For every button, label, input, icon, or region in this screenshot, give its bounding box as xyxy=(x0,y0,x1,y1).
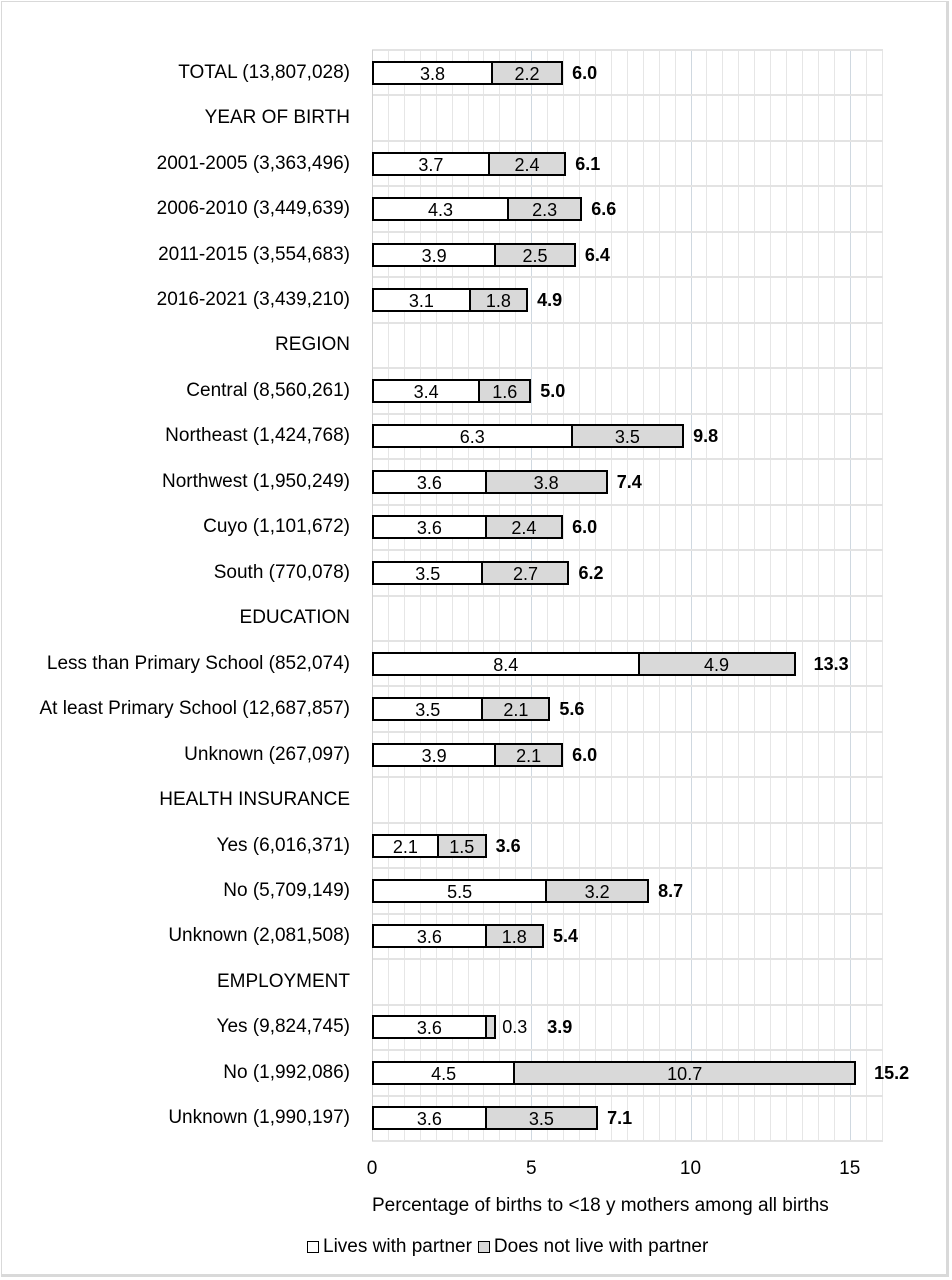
total-value-label: 4.9 xyxy=(537,290,563,311)
bar-lives-with-partner: 6.3 xyxy=(372,424,573,448)
bar-does-not-live-with-partner xyxy=(486,1015,497,1039)
gridline-horizontal xyxy=(372,231,883,233)
bar-lives-with-partner: 8.4 xyxy=(372,652,640,676)
category-label: Yes (9,824,745) xyxy=(216,1016,350,1038)
bar-lives-with-partner: 3.4 xyxy=(372,379,480,403)
gridline-horizontal xyxy=(372,958,883,960)
bar-lives-with-partner: 4.3 xyxy=(372,197,509,221)
gridline-horizontal xyxy=(372,913,883,915)
gridline-horizontal xyxy=(372,322,883,324)
total-value-label: 8.7 xyxy=(658,880,684,901)
category-label: Central (8,560,261) xyxy=(186,379,350,401)
gridline-horizontal xyxy=(372,504,883,506)
category-label: Unknown (2,081,508) xyxy=(168,925,350,947)
bar-does-not-live-with-partner: 2.7 xyxy=(482,561,569,585)
category-label: South (770,078) xyxy=(213,561,350,583)
section-heading: EMPLOYMENT xyxy=(216,970,350,992)
bar-lives-with-partner: 3.6 xyxy=(372,924,487,948)
total-value-label: 7.1 xyxy=(607,1108,633,1129)
bar-does-not-live-with-partner: 1.8 xyxy=(486,924,544,948)
category-label: Less than Primary School (852,074) xyxy=(46,652,350,674)
category-label: Unknown (1,990,197) xyxy=(168,1107,350,1129)
bar-lives-with-partner: 3.6 xyxy=(372,1106,487,1130)
gridline-horizontal xyxy=(372,549,883,551)
gridline-horizontal xyxy=(372,685,883,687)
total-value-label: 6.6 xyxy=(591,199,617,220)
bar-does-not-live-with-partner: 2.4 xyxy=(486,515,563,539)
total-value-label: 5.4 xyxy=(552,926,579,947)
category-label: Cuyo (1,101,672) xyxy=(203,516,350,538)
category-label: 2011-2015 (3,554,683) xyxy=(158,243,350,265)
bar-lives-with-partner: 3.7 xyxy=(372,152,490,176)
bar-does-not-live-with-partner: 2.4 xyxy=(489,152,566,176)
x-tick-label: 5 xyxy=(525,1158,537,1179)
bar-lives-with-partner: 3.5 xyxy=(372,697,483,721)
gridline-horizontal xyxy=(372,94,883,96)
gridline-horizontal xyxy=(372,822,883,824)
bar-does-not-live-with-partner: 2.1 xyxy=(482,697,550,721)
legend-swatch-white xyxy=(307,1241,319,1253)
gridline-horizontal xyxy=(372,185,883,187)
category-label: Northwest (1,950,249) xyxy=(162,470,350,492)
bar-lives-with-partner: 3.1 xyxy=(372,288,471,312)
category-label: At least Primary School (12,687,857) xyxy=(39,698,350,720)
legend-swatch-gray xyxy=(478,1241,490,1253)
category-label: Northeast (1,424,768) xyxy=(165,425,350,447)
x-tick-label: 10 xyxy=(679,1158,702,1179)
legend-item-does-not-live-with-partner xyxy=(478,1236,708,1258)
gridline-horizontal xyxy=(372,1049,883,1051)
total-value-label: 6.4 xyxy=(584,244,610,265)
bar-lives-with-partner: 4.5 xyxy=(372,1061,515,1085)
gridline-horizontal xyxy=(372,367,883,369)
gridline-horizontal xyxy=(372,595,883,597)
category-label: 2006-2010 (3,449,639) xyxy=(156,198,350,220)
gridline-horizontal xyxy=(372,776,883,778)
bar-does-not-live-with-partner: 3.5 xyxy=(572,424,684,448)
gridline-horizontal xyxy=(372,867,883,869)
x-tick-label: 0 xyxy=(366,1158,378,1179)
gridline-horizontal xyxy=(372,276,883,278)
total-value-label: 5.6 xyxy=(559,699,585,720)
gridline-horizontal xyxy=(372,413,883,415)
gridline-horizontal xyxy=(372,1004,883,1006)
total-value-label: 6.0 xyxy=(572,744,598,765)
bar-lives-with-partner: 5.5 xyxy=(372,879,547,903)
section-heading: REGION xyxy=(275,334,350,356)
segment-value-label: 0.3 xyxy=(502,1017,528,1038)
bar-lives-with-partner: 3.9 xyxy=(372,243,496,267)
total-value-label: 6.1 xyxy=(575,153,601,174)
legend-label: Does not live with partner xyxy=(493,1236,709,1257)
gridline-horizontal xyxy=(372,140,883,142)
bar-lives-with-partner: 3.8 xyxy=(372,61,493,85)
category-label: No (1,992,086) xyxy=(223,1061,350,1083)
bar-lives-with-partner: 2.1 xyxy=(372,834,439,858)
legend xyxy=(307,1236,714,1258)
bar-does-not-live-with-partner: 2.2 xyxy=(492,61,563,85)
total-value-label: 13.3 xyxy=(813,653,849,674)
total-value-label: 6.0 xyxy=(572,517,598,538)
bar-does-not-live-with-partner: 10.7 xyxy=(514,1061,856,1085)
category-label: 2001-2005 (3,363,496) xyxy=(156,152,350,174)
total-value-label: 5.0 xyxy=(540,380,566,401)
category-label: 2016-2021 (3,439,210) xyxy=(156,289,350,311)
bar-does-not-live-with-partner: 1.6 xyxy=(479,379,531,403)
total-value-label: 3.9 xyxy=(547,1017,573,1038)
bar-does-not-live-with-partner: 2.3 xyxy=(508,197,582,221)
legend-label: Lives with partner xyxy=(323,1236,472,1257)
bar-lives-with-partner: 3.6 xyxy=(372,470,487,494)
total-value-label: 6.0 xyxy=(572,62,598,83)
gridline-horizontal xyxy=(372,1095,883,1097)
total-value-label: 3.6 xyxy=(495,835,521,856)
total-value-label: 7.4 xyxy=(616,471,642,492)
section-heading: HEALTH INSURANCE xyxy=(159,789,350,811)
category-label: TOTAL (13,807,028) xyxy=(178,61,350,83)
bar-does-not-live-with-partner: 3.2 xyxy=(546,879,649,903)
x-axis-label: Percentage of births to <18 y mothers among all births xyxy=(372,1195,829,1216)
gridline-horizontal xyxy=(372,458,883,460)
bar-does-not-live-with-partner: 3.5 xyxy=(486,1106,598,1130)
section-heading: YEAR OF BIRTH xyxy=(204,107,350,129)
legend-item-lives-with-partner xyxy=(307,1236,472,1258)
x-tick-label: 15 xyxy=(839,1158,861,1179)
gridline-horizontal xyxy=(372,1140,883,1142)
bar-lives-with-partner: 3.6 xyxy=(372,515,487,539)
bar-lives-with-partner: 3.6 xyxy=(372,1015,487,1039)
bar-lives-with-partner: 3.5 xyxy=(372,561,483,585)
bar-does-not-live-with-partner: 2.1 xyxy=(495,743,563,767)
bar-does-not-live-with-partner: 1.8 xyxy=(470,288,528,312)
gridline-horizontal xyxy=(372,731,883,733)
section-heading: EDUCATION xyxy=(239,607,350,629)
total-value-label: 15.2 xyxy=(874,1062,910,1083)
bar-lives-with-partner: 3.9 xyxy=(372,743,496,767)
bar-does-not-live-with-partner: 1.5 xyxy=(438,834,487,858)
plot-area xyxy=(372,50,910,1141)
category-label: Unknown (267,097) xyxy=(184,743,350,765)
category-label: Yes (6,016,371) xyxy=(216,834,350,856)
category-label: No (5,709,149) xyxy=(223,879,350,901)
bar-does-not-live-with-partner: 3.8 xyxy=(486,470,608,494)
bar-does-not-live-with-partner: 4.9 xyxy=(639,652,796,676)
total-value-label: 9.8 xyxy=(693,426,719,447)
gridline-horizontal xyxy=(372,49,883,51)
bar-does-not-live-with-partner: 2.5 xyxy=(495,243,576,267)
gridline-horizontal xyxy=(372,640,883,642)
total-value-label: 6.2 xyxy=(578,562,604,583)
